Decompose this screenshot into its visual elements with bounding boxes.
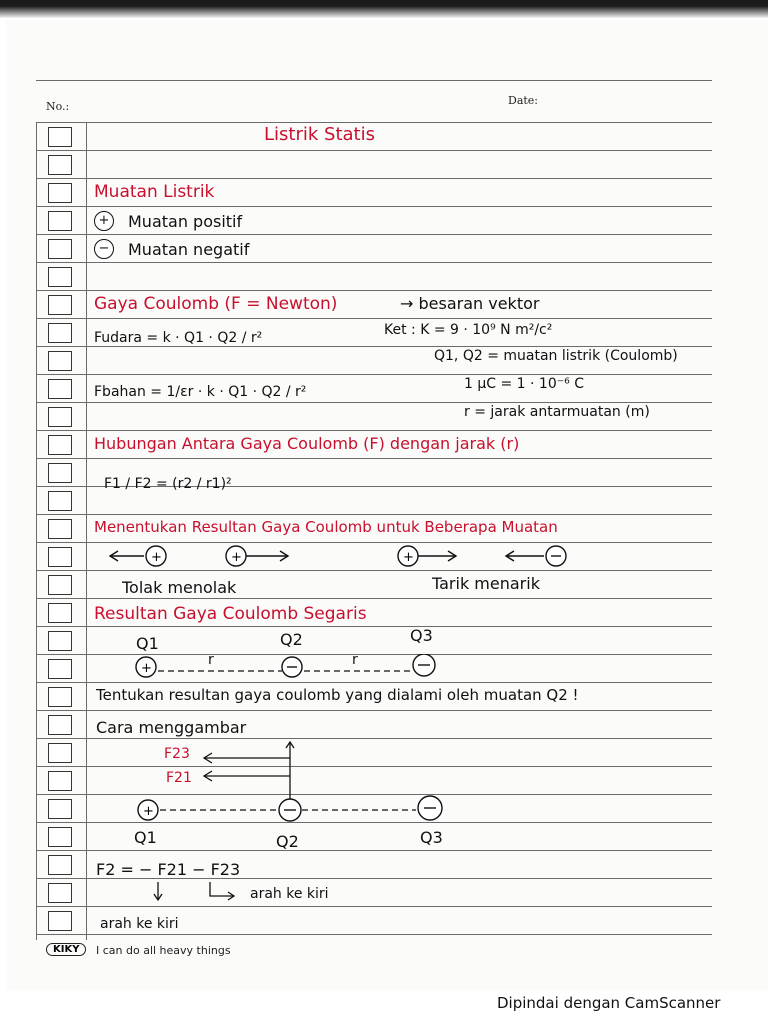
checkbox[interactable] [48,463,72,483]
page-title: Listrik Statis [264,124,375,145]
heading-muatan: Muatan Listrik [94,182,215,202]
checkbox[interactable] [48,883,72,903]
checkbox[interactable] [48,295,72,315]
heading-hubungan: Hubungan Antara Gaya Coulomb (F) dengan jarak (r) [94,434,520,453]
muatan-positif: Muatan positif [128,212,243,231]
label-tarik: Tarik menarik [432,574,540,593]
checkbox[interactable] [48,687,72,707]
label-tolak: Tolak menolak [122,578,237,597]
label-f21: F21 [166,770,192,786]
ruled-line [36,906,712,907]
checkbox[interactable] [48,435,72,455]
muatan-negatif: Muatan negatif [128,240,250,259]
ruled-line [36,710,712,711]
checkbox[interactable] [48,575,72,595]
checkbox[interactable] [48,659,72,679]
checkbox[interactable] [48,715,72,735]
label-cara: Cara menggambar [96,718,247,737]
plus-sign: + [141,661,152,676]
ket-line-1: Ket : K = 9 · 10⁹ N m²/c² [384,322,553,338]
label-f23: F23 [164,746,190,762]
label-r: r [208,652,214,668]
ruled-line [36,346,712,347]
direction-arrows [148,880,238,906]
plus-sign: + [143,804,154,819]
brand-logo: KIKY [46,943,86,956]
formula-fudara: Fudara = k · Q1 · Q2 / r² [94,330,263,346]
ket-line-2: Q1, Q2 = muatan listrik (Coulomb) [434,348,678,364]
plus-sign: + [231,550,242,565]
no-label: No.: [46,100,70,113]
label-q3: Q3 [420,828,443,847]
force-vector-diagram [130,738,460,828]
plus-sign: + [403,550,414,565]
checkbox[interactable] [48,323,72,343]
label-q2: Q2 [280,630,303,649]
checkbox[interactable] [48,379,72,399]
question-text: Tentukan resultan gaya coulomb yang dialami oleh muatan Q2 ! [96,686,579,704]
checkbox[interactable] [48,603,72,623]
equation-f2: F2 = − F21 − F23 [96,860,241,879]
checkbox[interactable] [48,155,72,175]
ruled-line [36,290,712,291]
ruled-line [36,122,712,123]
ruled-line [36,150,712,151]
checkbox[interactable] [48,771,72,791]
heading-segaris: Resultan Gaya Coulomb Segaris [94,604,367,624]
ruled-line [36,598,712,599]
scanner-watermark: Dipindai dengan CamScanner [497,994,721,1012]
charge-line-diagram [130,654,450,680]
checkbox[interactable] [48,799,72,819]
date-label: Date: [508,94,539,107]
ruled-line [36,934,712,935]
heading-gaya: Gaya Coulomb (F = Newton) [94,294,338,314]
checkbox[interactable] [48,855,72,875]
margin-line [86,122,87,940]
ruled-line [36,80,712,81]
ket-line-3: 1 μC = 1 · 10⁻⁶ C [464,376,584,392]
ruled-line [36,682,712,683]
checkbox[interactable] [48,267,72,287]
checkbox[interactable] [48,407,72,427]
plus-charge-icon: + [94,211,114,231]
ruled-line [36,402,712,403]
formula-fbahan: Fbahan = 1/εr · k · Q1 · Q2 / r² [94,384,307,400]
ket-line-4: r = jarak antarmuatan (m) [464,404,650,420]
plus-sign: + [151,550,162,565]
ruled-line [36,234,712,235]
ruled-line [36,178,712,179]
heading-resultan: Menentukan Resultan Gaya Coulomb untuk Beberapa Muatan [94,518,558,536]
minus-charge-icon: − [94,239,114,259]
checkbox[interactable] [48,743,72,763]
margin-line [36,122,37,940]
checkbox[interactable] [48,239,72,259]
checkbox[interactable] [48,491,72,511]
label-q2: Q2 [276,832,299,851]
checkbox[interactable] [48,183,72,203]
ruled-line [36,206,712,207]
checkbox[interactable] [48,351,72,371]
ruled-line [36,318,712,319]
label-r: r [352,652,358,668]
ruled-line [36,514,712,515]
ruled-line [36,430,712,431]
notebook-page [6,20,768,990]
scan-top-shadow [0,0,768,18]
arrow-note: → besaran vektor [400,294,540,313]
ruled-line [36,374,712,375]
footer-motto: I can do all heavy things [96,944,231,957]
ruled-line [36,850,712,851]
checkbox[interactable] [48,519,72,539]
checkbox[interactable] [48,631,72,651]
ruled-line [36,626,712,627]
checkbox[interactable] [48,547,72,567]
checkbox[interactable] [48,127,72,147]
ruled-line [36,262,712,263]
label-q1: Q1 [136,634,159,653]
arah-1: arah ke kiri [250,886,329,902]
checkbox[interactable] [48,827,72,847]
arah-2: arah ke kiri [100,916,179,932]
checkbox[interactable] [48,211,72,231]
checkbox[interactable] [48,911,72,931]
label-q3: Q3 [410,626,433,645]
label-q1: Q1 [134,828,157,847]
ruled-line [36,570,712,571]
formula-hubungan: F1 / F2 = (r2 / r1)² [104,476,232,492]
force-direction-diagram [100,542,600,570]
ruled-line [36,458,712,459]
